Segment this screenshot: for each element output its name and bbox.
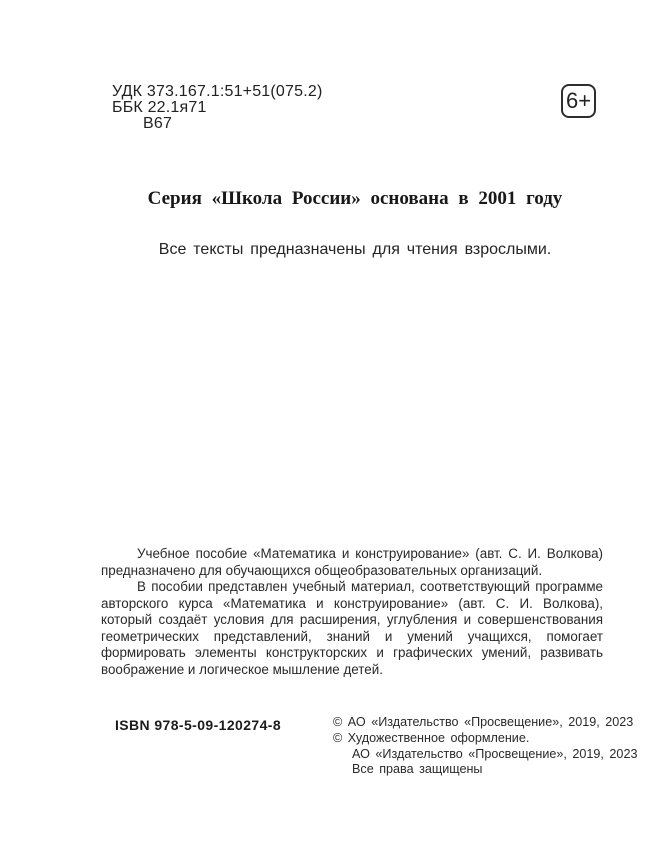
- annotation-line: Учебное пособие «Математика и конструирование» (авт. С. И. Волкова): [137, 546, 603, 561]
- copyright-line: © Художественное оформление.: [333, 730, 530, 745]
- copyright-block: [333, 715, 637, 778]
- bbk-line: ББК 22.1я71: [112, 99, 207, 116]
- isbn: ISBN 978-5-09-120274-8: [115, 717, 282, 733]
- annotation-line: В пособии представлен учебный материал, соответствующий программе: [137, 579, 603, 595]
- annotation-line: воображение и логическое мышление детей.: [101, 661, 383, 677]
- annotation-line: формировать элементы конструкторских и графических умений, развивать: [101, 645, 603, 661]
- copyright-line: © АО «Издательство «Просвещение», 2019, 2023: [333, 715, 634, 729]
- series-title: Серия «Школа России» основана в 2001 году: [147, 188, 563, 209]
- udk-line: УДК 373.167.1:51+51(075.2): [112, 83, 323, 100]
- annotation-paragraph-1: [101, 546, 603, 579]
- adult-reading-note: Все тексты предназначены для чтения взрослыми.: [158, 241, 552, 258]
- age-rating-badge: 6+: [561, 84, 596, 118]
- classification-block: [112, 84, 323, 132]
- annotation-block: [101, 546, 603, 678]
- author-sign-line: В67: [143, 115, 173, 132]
- copyright-line: АО «Издательство «Просвещение», 2019, 2023: [352, 746, 638, 761]
- annotation-line: геометрических представлений, знаний и умений учащихся, помогает: [101, 628, 603, 644]
- annotation-line: предназначено для обучающихся общеобразовательных организаций.: [101, 562, 543, 578]
- annotation-line: который создаёт условия для расширения, углубления и совершенствования: [101, 612, 603, 628]
- annotation-paragraph-2: [101, 579, 603, 678]
- copyright-line: Все права защищены: [352, 762, 483, 777]
- annotation-line: авторского курса «Математика и конструирование» (авт. С. И. Волкова),: [101, 595, 603, 611]
